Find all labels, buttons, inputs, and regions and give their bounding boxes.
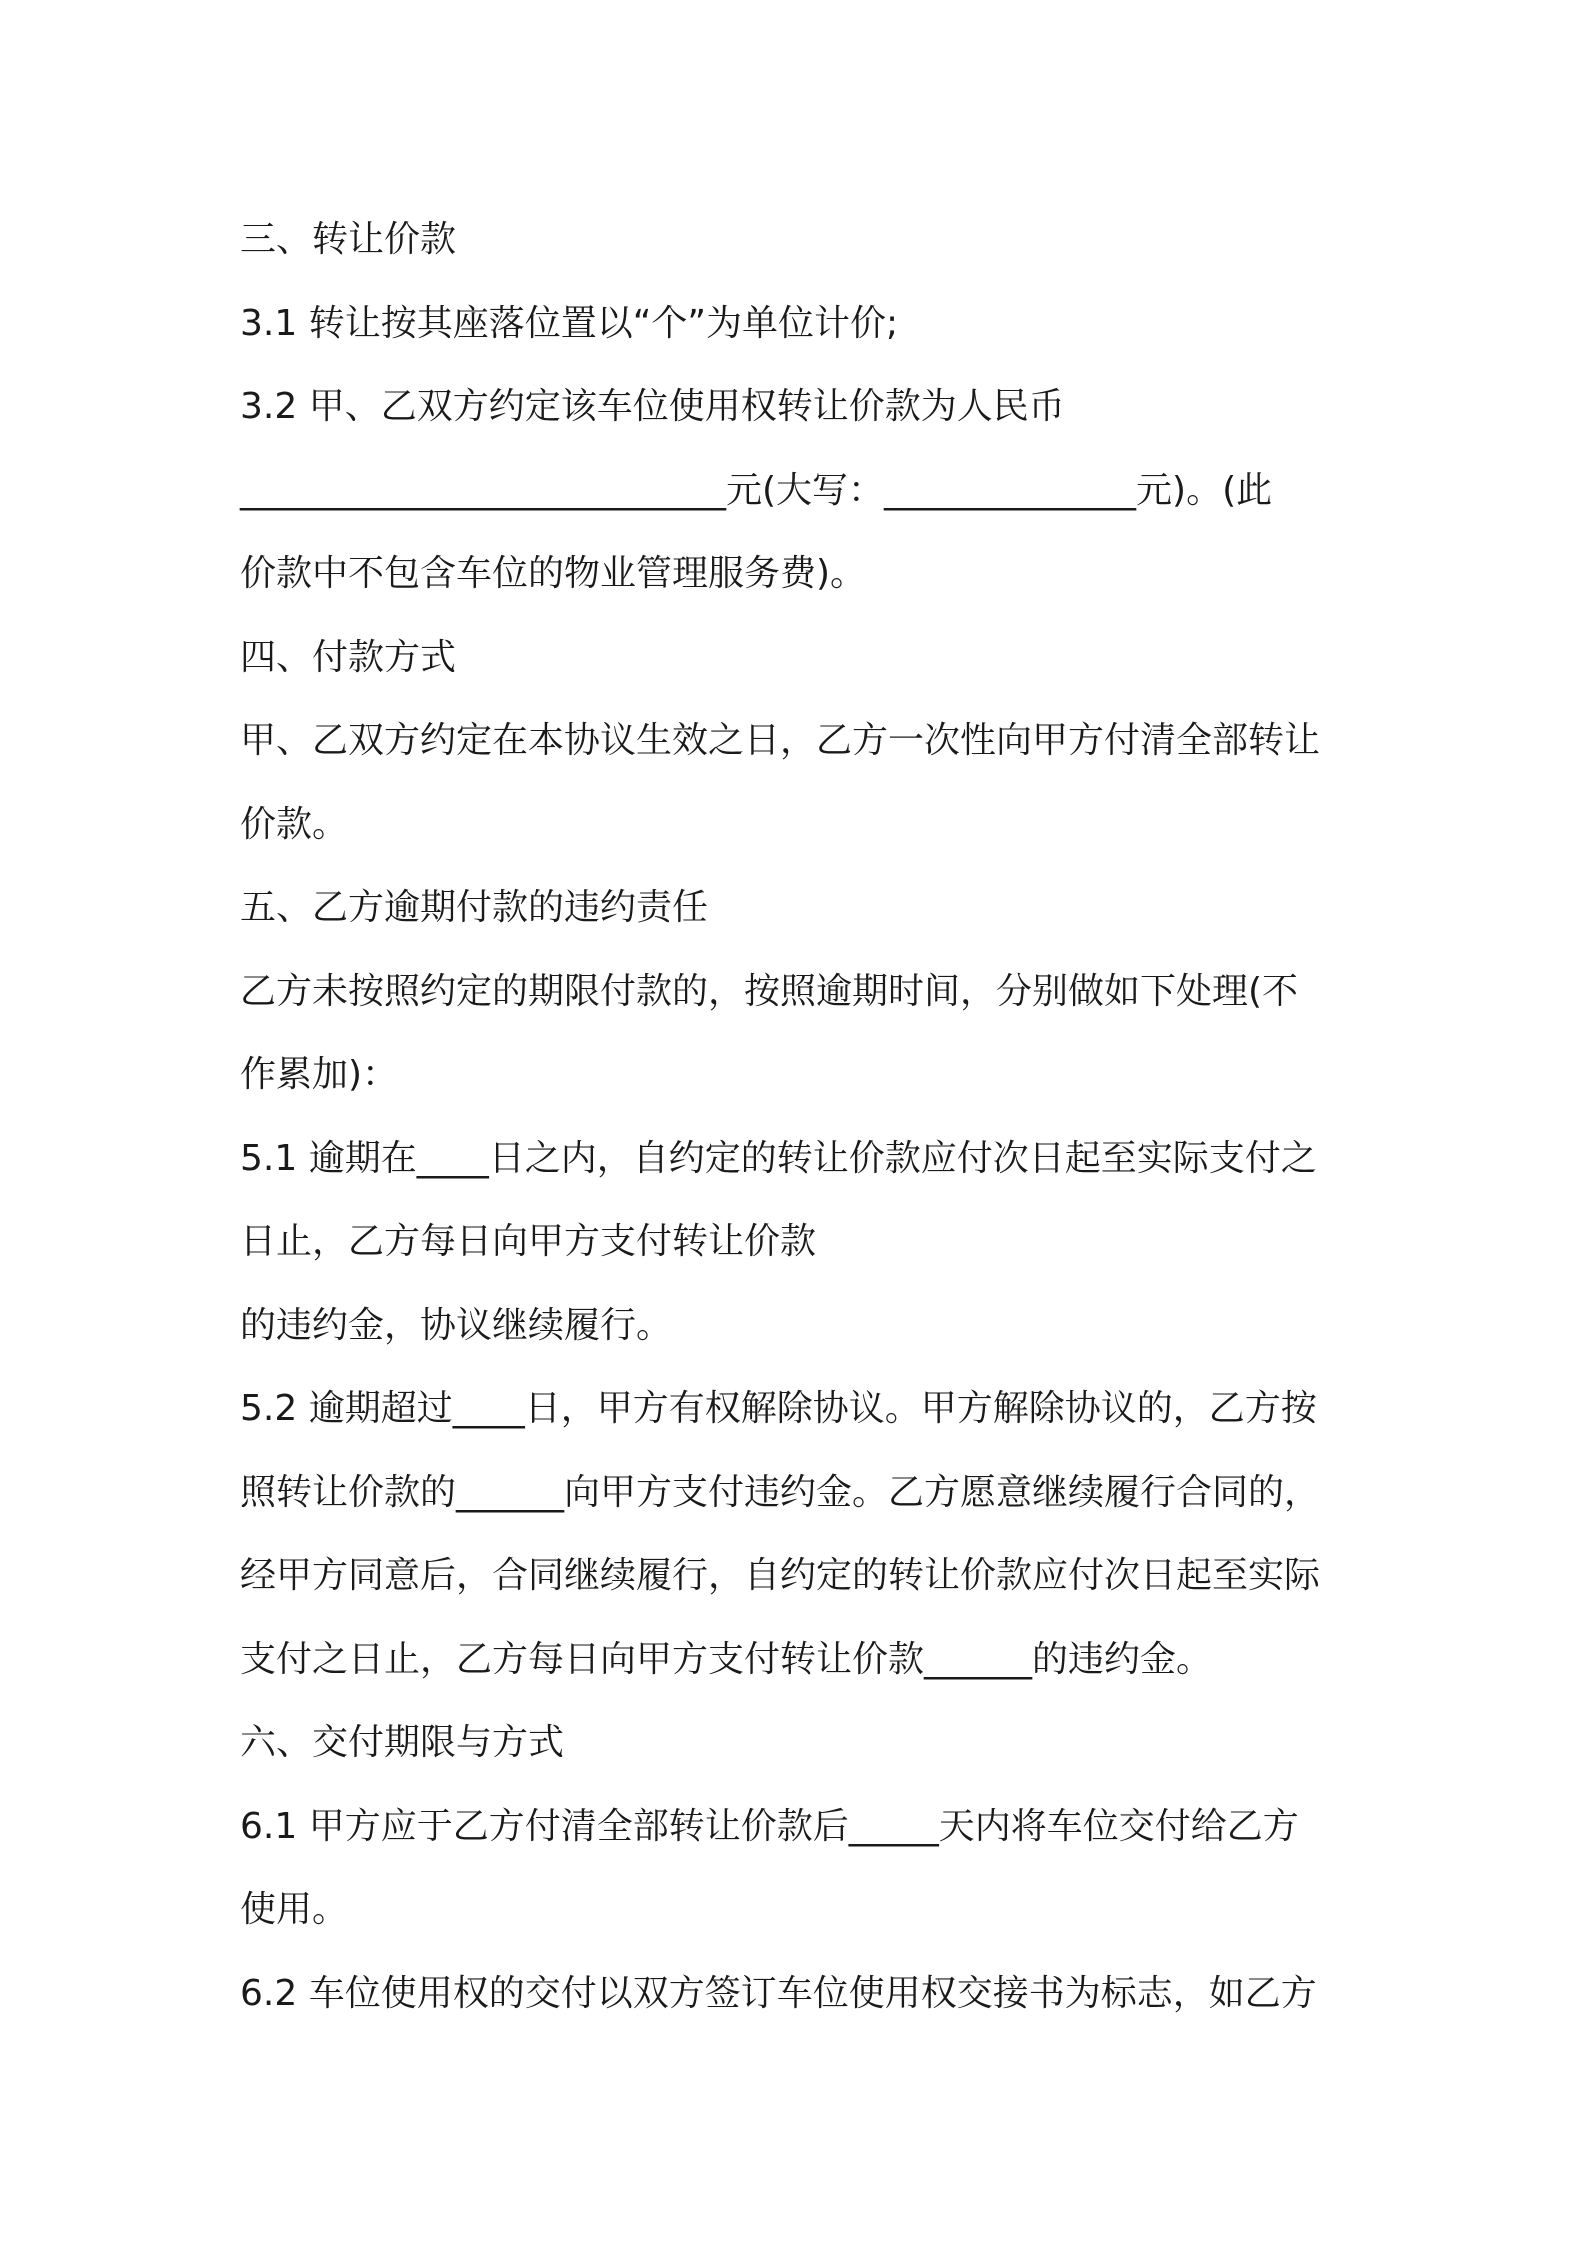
section-heading-late-payment: 五、乙方逾期付款的违约责任 xyxy=(240,887,709,928)
clause-5-1-continued: 日止，乙方每日向甲方支付转让价款 xyxy=(240,1221,817,1262)
clause-6-1-continued: 使用。 xyxy=(240,1889,349,1930)
late-payment-intro-continued: 作累加)： xyxy=(240,1054,399,1095)
contract-text-body xyxy=(240,198,1352,2035)
clause-5-2-continued-1: 照转让价款的______向甲方支付违约金。乙方愿意继续履行合同的， xyxy=(240,1471,1321,1513)
clause-3-2-amount-blanks: ___________________________元(大写：______________元)。(此 xyxy=(240,469,1273,511)
clause-5-1-end: 的违约金，协议继续履行。 xyxy=(240,1304,673,1346)
payment-method-text: 甲、乙双方约定在本协议生效之日，乙方一次性向甲方付清全部转让 xyxy=(240,720,1321,761)
clause-6-2: 6.2 车位使用权的交付以双方签订车位使用权交接书为标志，如乙方 xyxy=(240,1972,1317,2014)
section-heading-delivery: 六、交付期限与方式 xyxy=(240,1722,565,1763)
section-heading-transfer-price: 三、转让价款 xyxy=(240,219,457,260)
payment-method-text-continued: 价款。 xyxy=(240,803,349,845)
clause-5-2-continued-2: 经甲方同意后，合同继续履行，自约定的转让价款应付次日起至实际 xyxy=(240,1555,1321,1596)
clause-3-2: 3.2 甲、乙双方约定该车位使用权转让价款为人民币 xyxy=(240,386,1065,427)
clause-5-2-continued-3: 支付之日止，乙方每日向甲方支付转让价款______的违约金。 xyxy=(240,1638,1213,1680)
clause-6-1: 6.1 甲方应于乙方付清全部转让价款后_____天内将车位交付给乙方 xyxy=(240,1805,1299,1847)
clause-3-2-continued: 价款中不包含车位的物业管理服务费)。 xyxy=(240,553,867,594)
clause-3-1: 3.1 转让按其座落位置以“个”为单位计价; xyxy=(240,302,899,344)
clause-5-2: 5.2 逾期超过____日，甲方有权解除协议。甲方解除协议的，乙方按 xyxy=(240,1388,1317,1429)
clause-5-1: 5.1 逾期在____日之内，自约定的转让价款应付次日起至实际支付之 xyxy=(240,1137,1317,1179)
section-heading-payment-method: 四、付款方式 xyxy=(240,636,457,678)
late-payment-intro: 乙方未按照约定的期限付款的，按照逾期时间，分别做如下处理(不 xyxy=(240,970,1299,1012)
